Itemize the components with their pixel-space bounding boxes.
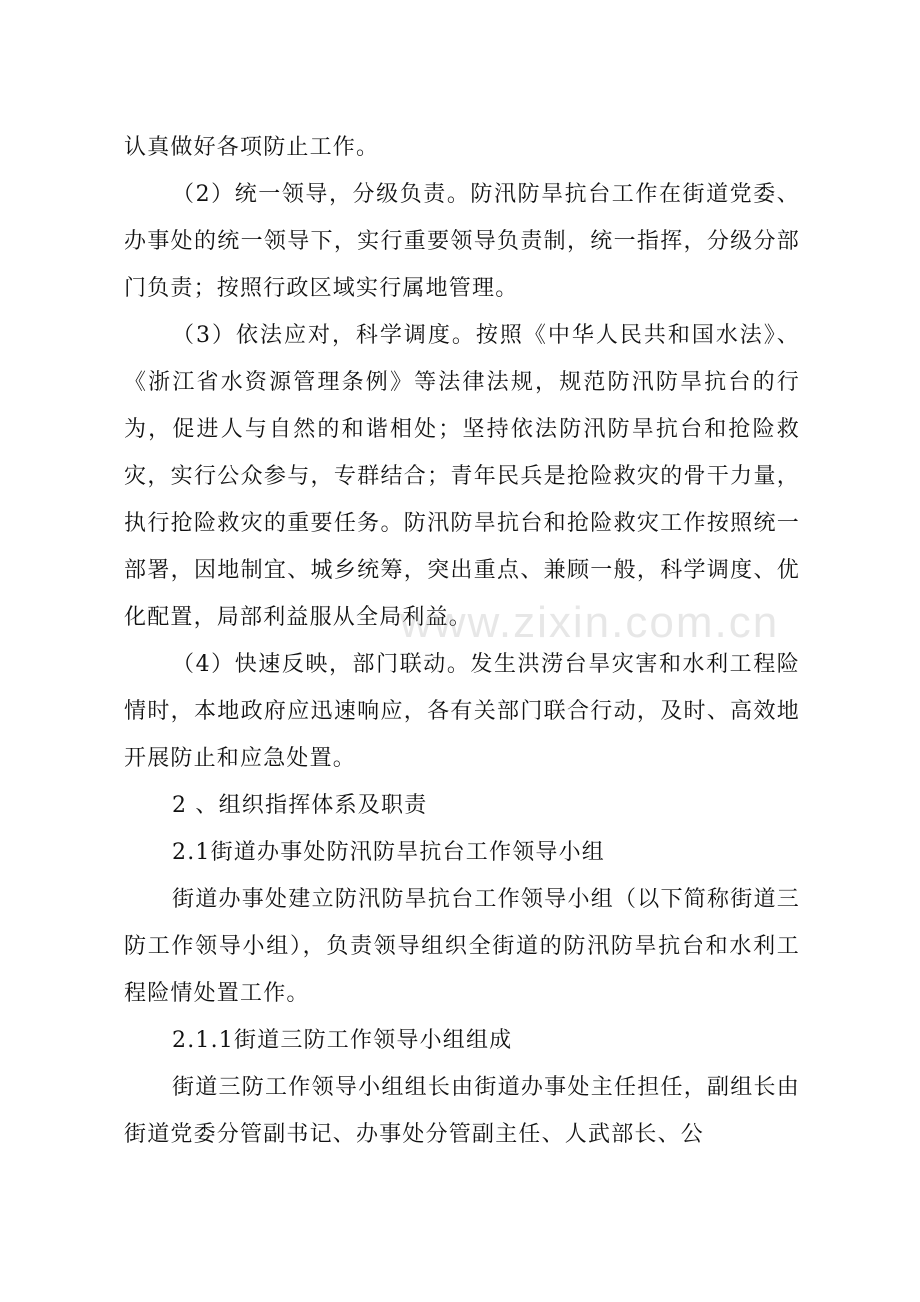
- paragraph-group-composition: 街道三防工作领导小组组长由街道办事处主任担任，副组长由街道党委分管副书记、办事处分管副主任、人武部长、公: [124, 1075, 800, 1147]
- watermark: www.zixin.com.cn: [400, 598, 780, 647]
- paragraph-continuation: 认真做好各项防止工作。: [124, 135, 380, 160]
- paragraph-principle-3: （3）依法应对，科学调度。按照《中华人民共和国水法》、《浙江省水资源管理条例》等法律法规，规范防汛防旱抗台的行为，促进人与自然的和谐相处；坚持依法防汛防旱抗台和抢险救灾，实行公众参与，专群结合；青年民兵是抢险救灾的骨干力量，执行抢险救灾的重要任务。防汛防旱抗台和抢险救灾工作按照统一部署，因地制宜、城乡统筹，突出重点、兼顾一般，科学调度、优化配置，局部利益服从全局利益。: [124, 323, 800, 630]
- paragraph-principle-2: （2）统一领导，分级负责。防汛防旱抗台工作在街道党委、办事处的统一领导下，实行重要领导负责制，统一指挥，分级分部门负责；按照行政区域实行属地管理。: [124, 182, 800, 301]
- paragraph-leading-group: 街道办事处建立防汛防旱抗台工作领导小组（以下简称街道三防工作领导小组），负责领导组织全街道的防汛防旱抗台和水利工程险情处置工作。: [124, 887, 800, 1006]
- document-body: [124, 124, 800, 1158]
- subsection-heading-2-1: 2.1街道办事处防汛防旱抗台工作领导小组: [172, 840, 605, 865]
- section-heading-2: 2 、组织指挥体系及职责: [172, 793, 428, 818]
- paragraph-principle-4: （4）快速反映，部门联动。发生洪涝台旱灾害和水利工程险情时，本地政府应迅速响应，各有关部门联合行动，及时、高效地开展防止和应急处置。: [124, 652, 800, 771]
- subsection-heading-2-1-1: 2.1.1街道三防工作领导小组组成: [172, 1028, 513, 1053]
